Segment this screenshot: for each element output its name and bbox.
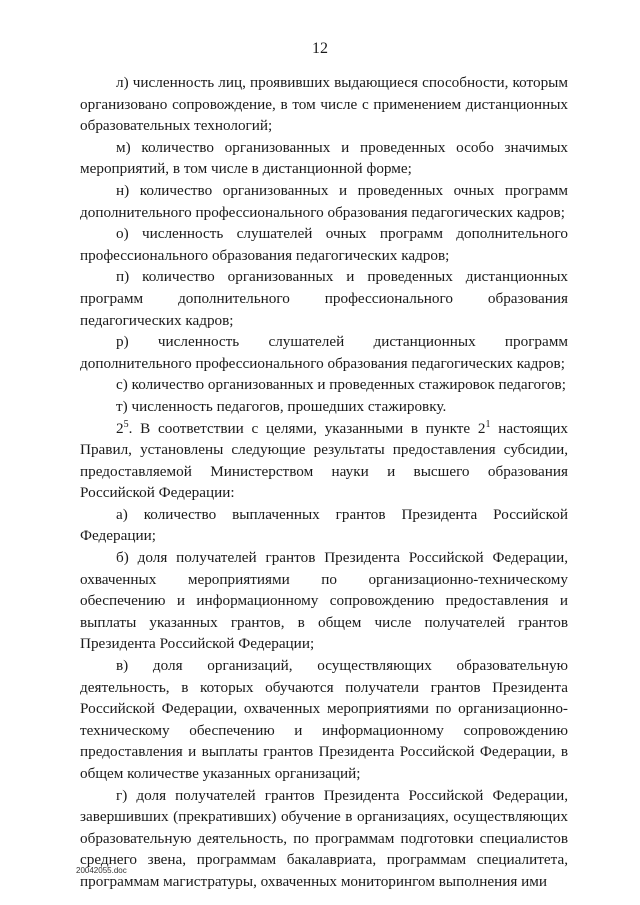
result-item-g: г) доля получателей грантов Президента Российской Федерации, завершивших (прекративших) обучение в организациях, осуществляющих образовательную деятельность, по программам подготовки специалистов среднего звена, программам бакалавриата, программам специалитета, программам магистратуры, охваченных мониторингом выполнения ими	[80, 786, 568, 890]
section-number-sup: 5	[123, 418, 129, 430]
section-ref-sup: 1	[485, 418, 491, 430]
section-number: 2	[116, 419, 124, 437]
section-text-after-ref: настоящих Правил, установлены следующие результаты предоставления субсидии, предоставляемой Министерством науки и высшего образования Российской Федерации:	[80, 419, 568, 502]
list-item-n: н) количество организованных и проведенных очных программ дополнительного профессионального образования педагогических кадров;	[80, 181, 568, 221]
result-item-a: а) количество выплаченных грантов Президента Российской Федерации;	[80, 505, 568, 545]
result-item-v: в) доля организаций, осуществляющих образовательную деятельность, в которых обучаются получатели грантов Президента Российской Федерации, охваченных мероприятиями по организационно-техническому обеспечению и информационному сопровождению предоставления и выплаты грантов Президента Российской Федерации, в общем количестве указанных организаций;	[80, 657, 568, 782]
list-item-m: м) количество организованных и проведенных особо значимых мероприятий, в том числе в дистанционной форме;	[80, 138, 568, 178]
page-number: 12	[312, 40, 328, 57]
list-item-s: с) количество организованных и проведенных стажировок педагогов;	[116, 376, 566, 394]
footer-filename: 20042055.doc	[76, 866, 127, 875]
list-item-l: л) численность лиц, проявивших выдающиеся способности, которым организовано сопровождение, в том числе с применением дистанционных образовательных технологий;	[80, 74, 568, 135]
list-item-r: р) численность слушателей дистанционных программ дополнительного профессионального образования педагогических кадров;	[80, 333, 568, 372]
section-text-before-ref: . В соответствии с целями, указанными в пункте 2	[128, 419, 486, 437]
list-item-t: т) численность педагогов, прошедших стажировку.	[116, 397, 447, 415]
section-paragraph	[80, 418, 568, 504]
result-item-b: б) доля получателей грантов Президента Российской Федерации, охваченных мероприятиями по организационно-техническому обеспечению и информационному сопровождению предоставления и выплаты указанных грантов, в общем числе получателей грантов Президента Российской Федерации;	[80, 549, 568, 653]
document-body	[80, 72, 568, 893]
list-item-o: о) численность слушателей очных программ дополнительного профессионального образования педагогических кадров;	[80, 225, 568, 264]
list-item-p: п) количество организованных и проведенных дистанционных программ дополнительного профессионального образования педагогических кадров;	[80, 268, 568, 329]
